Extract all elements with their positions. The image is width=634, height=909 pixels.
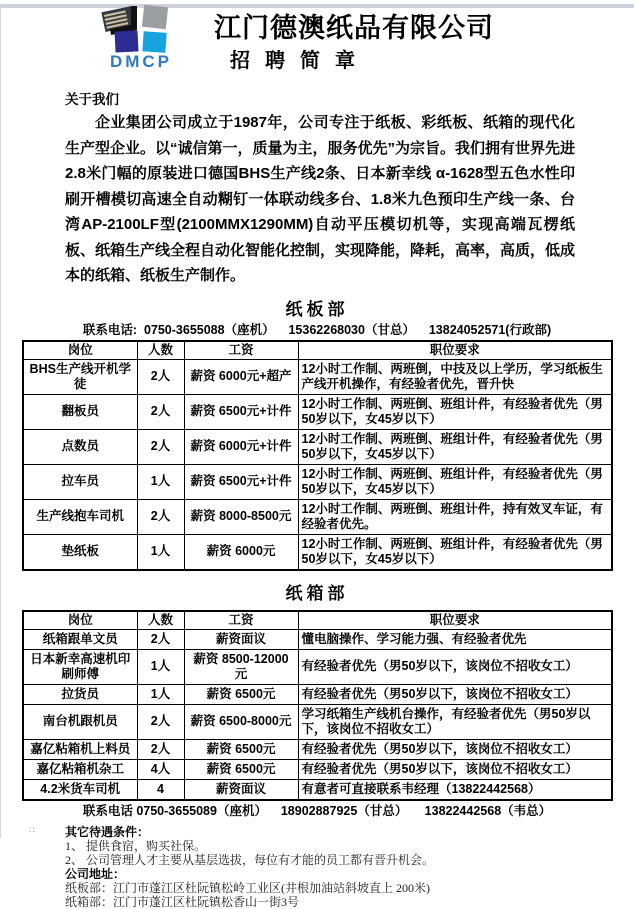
cell-position: 4.2米货车司机 (23, 779, 137, 800)
table-row (23, 464, 612, 499)
col-header-headcount: 人数 (137, 341, 184, 360)
table-row (23, 629, 612, 649)
benefit-item: 1、 提供食宿，购买社保。 (65, 838, 207, 853)
cell-position: 日本新幸高速机印刷师傅 (23, 649, 137, 684)
cell-salary: 薪资面议 (184, 629, 298, 649)
cell-requirements: 12小时工作制、两班倒，中技及以上学历，学习纸板生产线开机操作，有经验者优先，晋升快 (298, 359, 612, 394)
table-row (23, 759, 612, 779)
flyer-subtitle: 招聘简章 (230, 50, 370, 72)
table-row (23, 429, 612, 464)
table-header-row (23, 341, 612, 360)
cell-position: 南台机跟机员 (23, 704, 137, 739)
cell-requirements: 12小时工作制、两班倒、班组计件，持有效叉车证，有经验者优先。 (298, 499, 612, 534)
cell-requirements: 有经验者优先（男50岁以下，该岗位不招收女工） (298, 739, 612, 759)
cell-salary: 薪资 6000元+计件 (184, 429, 298, 464)
flyer-footer (65, 825, 633, 909)
cell-requirements: 12小时工作制、两班倒、班组计件，有经验者优先（男50岁以下，女45岁以下） (298, 464, 612, 499)
cell-salary: 薪资 6500-8000元 (184, 704, 298, 739)
cell-headcount: 2人 (137, 394, 184, 429)
cell-headcount: 2人 (137, 739, 184, 759)
cell-requirements: 12小时工作制、两班倒、班组计件，有经验者优先（男50岁以下，女45岁以下） (298, 394, 612, 429)
cell-requirements: 12小时工作制、两班倒、班组计件，有经验者优先（男50岁以下，女45岁以下） (298, 429, 612, 464)
cell-position: 垫纸板 (23, 534, 137, 570)
carton-dept-contact: 联系电话 0750-3655089（座机） 18902887925（甘总） 13822442568（韦总） (82, 803, 552, 818)
cell-requirements: 有经验者优先（男50岁以下，该岗位不招收女工） (298, 759, 612, 779)
cell-position: 点数员 (23, 429, 137, 464)
recruitment-flyer-page (0, 4, 633, 909)
cell-requirements: 有意者可直接联系韦经理（13822442568） (298, 779, 612, 800)
table-row (23, 394, 612, 429)
table-row (23, 779, 612, 800)
benefit-item: 2、 公司管理人才主要从基层选拔，每位有才能的员工都有晋升机会。 (65, 852, 435, 867)
company-name-title: 江门德澳纸品有限公司 (214, 13, 494, 43)
cell-requirements: 懂电脑操作、学习能力强、有经验者优先 (298, 629, 612, 649)
cell-headcount: 2人 (137, 629, 184, 649)
col-header-position: 岗位 (23, 341, 137, 360)
cell-salary: 薪资 6500元 (184, 759, 298, 779)
carton-dept-table (22, 610, 613, 801)
cell-salary: 薪资 6500元 (184, 739, 298, 759)
board-dept-title: 纸板部 (285, 299, 349, 319)
cell-headcount: 2人 (137, 704, 184, 739)
col-header-requirements: 职位要求 (298, 341, 612, 360)
cell-requirements: 有经验者优先（男50岁以下，该岗位不招收女工） (298, 649, 612, 684)
page-artifact-dots: ∷ (29, 825, 36, 835)
col-header-salary: 工资 (184, 341, 298, 360)
logo-text: DMCP (109, 52, 173, 71)
cell-salary: 薪资 8000-8500元 (184, 499, 298, 534)
table-row (23, 359, 612, 394)
table-row (23, 704, 612, 739)
cell-position: 纸箱跟单文员 (23, 629, 137, 649)
table-header-row (23, 611, 612, 630)
about-heading: 关于我们 (65, 92, 119, 107)
cell-headcount: 1人 (137, 684, 184, 704)
cell-position: BHS生产线开机学徒 (23, 359, 137, 394)
cell-headcount: 1人 (137, 534, 184, 570)
cell-headcount: 2人 (137, 359, 184, 394)
board-dept-table (22, 340, 613, 571)
cell-headcount: 2人 (137, 499, 184, 534)
cell-position: 嘉亿粘箱机上料员 (23, 739, 137, 759)
cell-requirements: 有经验者优先（男50岁以下，该岗位不招收女工） (298, 684, 612, 704)
cell-headcount: 2人 (137, 429, 184, 464)
table-row (23, 684, 612, 704)
cell-position: 嘉亿粘箱机杂工 (23, 759, 137, 779)
cell-requirements: 12小时工作制、两班倒、班组计件，有经验者优先（男50岁以下，女45岁以下） (298, 534, 612, 570)
carton-dept-title: 纸箱部 (285, 583, 349, 603)
cell-headcount: 1人 (137, 464, 184, 499)
col-header-requirements: 职位要求 (298, 611, 612, 630)
cell-position: 生产线抱车司机 (23, 499, 137, 534)
benefits-heading: 其它待遇条件： (65, 824, 150, 839)
about-paragraph: 企业集团公司成立于1987年，公司专注于纸板、彩纸板、纸箱的现代化生产型企业。以“诚信第一，质量为主，服务优先”为宗旨。我们拥有世界先进2.8米门幅的原装进口德国BHS生产线2条、日本新幸线 α-1628型五色水性印刷开槽模切高速全自动糊钉一体联动线多台、1.8米九色预印生产线一条、台湾AP-2100LF型(2100MMX1290MM)自动平压模切机等，实现高端瓦楞纸板、纸箱生产线全程自动化智能化控制，实现降能，降耗，高率，高质，低成本的纸箱、纸板生产制作。 (65, 114, 576, 284)
col-header-position: 岗位 (23, 611, 137, 630)
table-row (23, 534, 612, 570)
address-heading: 公司地址： (65, 866, 126, 881)
board-dept-contact: 联系电话: 0750-3655088（座机） 15362268030（甘总） 13824052571(行政部) (82, 322, 552, 337)
col-header-headcount: 人数 (137, 611, 184, 630)
cell-headcount: 1人 (137, 649, 184, 684)
col-header-salary: 工资 (184, 611, 298, 630)
cell-requirements: 学习纸箱生产线机台操作，有经验者优先（男50岁以下，该岗位不招收女工） (298, 704, 612, 739)
cell-salary: 薪资 6000元 (184, 534, 298, 570)
cell-position: 拉货员 (23, 684, 137, 704)
table-row (23, 739, 612, 759)
cell-salary: 薪资面议 (184, 779, 298, 800)
table-row (23, 499, 612, 534)
address-carton-dept: 纸箱部：江门市蓬江区杜阮镇松香山一街3号 (65, 894, 300, 909)
table-row (23, 649, 612, 684)
cell-salary: 薪资 6500元+计件 (184, 464, 298, 499)
cell-position: 拉车员 (23, 464, 137, 499)
cell-headcount: 4人 (137, 759, 184, 779)
cell-salary: 薪资 8500-12000元 (184, 649, 298, 684)
cell-position: 翻板员 (23, 394, 137, 429)
cell-salary: 薪资 6500元+计件 (184, 394, 298, 429)
address-board-dept: 纸板部：江门市蓬江区杜阮镇松岭工业区(井根加油站斜坡直上 200米) (65, 880, 430, 895)
flyer-header (1, 4, 633, 72)
cell-salary: 薪资 6500元 (184, 684, 298, 704)
cell-salary: 薪资 6000元+超产 (184, 359, 298, 394)
cell-headcount: 4 (137, 779, 184, 800)
